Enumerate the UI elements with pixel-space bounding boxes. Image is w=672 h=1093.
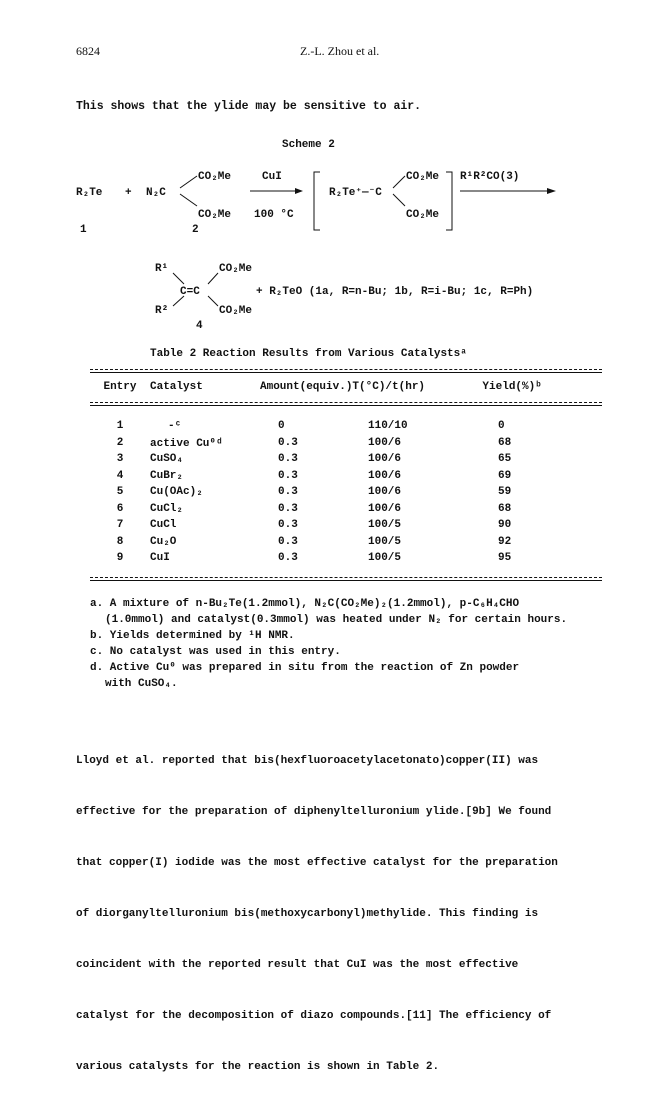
compound-label-2: 2 [192, 224, 199, 236]
conditions-cell: 100/5 [368, 519, 402, 532]
column-header: Amount(equiv.) [260, 381, 353, 394]
yield-cell: 69 [498, 469, 512, 482]
ester-group: CO₂Me [219, 263, 253, 275]
table-header-rule [90, 402, 602, 403]
conditions-cell: 110/10 [368, 420, 408, 433]
catalyst-label: CuI [262, 171, 282, 183]
yield-cell: 0 [498, 420, 505, 433]
column-header: T(°C)/t(hr) [352, 381, 426, 394]
yield-cell: 92 [498, 535, 512, 548]
scheme-title: Scheme 2 [282, 139, 335, 151]
paragraph-line: various catalysts for the reaction is shown in Table 2. [76, 1061, 440, 1073]
entry-cell: 6 [116, 502, 124, 515]
column-header: Entry [103, 381, 137, 394]
conditions-cell: 100/6 [368, 486, 402, 499]
table-row [90, 534, 602, 551]
bond-line [393, 194, 405, 206]
conditions-cell: 100/6 [368, 469, 402, 482]
catalyst-results-table [90, 418, 602, 567]
paragraph-line: Lloyd et al. reported that bis(hexfluoroacetylacetonato)copper(II) was [76, 755, 539, 767]
diazo-n2c: N₂C [146, 187, 166, 199]
entry-cell: 8 [116, 535, 124, 548]
paragraph-line: that copper(I) iodide was the most effective catalyst for the preparation [76, 857, 558, 869]
yield-cell: 68 [498, 502, 512, 515]
catalyst-cell: CuCl [150, 519, 177, 532]
footnote-c: c. No catalyst was used in this entry. [90, 646, 341, 658]
ester-group: CO₂Me [219, 305, 253, 317]
entry-cell: 9 [116, 552, 124, 565]
table-caption: Table 2 Reaction Results from Various Catalystsᵃ [150, 348, 467, 360]
table-bottom-rule [90, 577, 602, 578]
amount-cell: 0.3 [278, 552, 298, 565]
table-bottom-rule [90, 580, 602, 581]
catalyst-cell: active Cu⁰ᵈ [150, 437, 223, 450]
bond-line [208, 273, 218, 284]
carbonyl-reagent: R¹R²CO(3) [460, 171, 520, 183]
yield-cell: 65 [498, 453, 512, 466]
paragraph-line: catalyst for the decomposition of diazo compounds.[11] The efficiency of [76, 1010, 552, 1022]
footnote-d: d. Active Cu⁰ was prepared in situ from the reaction of Zn powder [90, 662, 520, 674]
temperature-label: 100 °C [254, 209, 294, 221]
amount-cell: 0.3 [278, 436, 298, 449]
table-row [90, 468, 602, 485]
table-row [90, 451, 602, 468]
substituent-r2: R² [155, 305, 169, 317]
scheme-2-diagram [0, 150, 672, 340]
bond-line [208, 296, 218, 306]
table-header-rule [90, 405, 602, 406]
entry-cell: 3 [116, 453, 124, 466]
bond-line [173, 273, 184, 284]
yield-cell: 95 [498, 552, 512, 565]
table-header-row [90, 379, 602, 396]
footnote-b: b. Yields determined by ¹H NMR. [90, 630, 295, 642]
alkene-core: C=C [180, 286, 200, 298]
table-row [90, 501, 602, 518]
table-header [90, 379, 602, 396]
amount-cell: 0.3 [278, 519, 298, 532]
ylide-intermediate: R₂Te⁺—⁻C [329, 187, 382, 199]
yield-cell: 68 [498, 436, 512, 449]
catalyst-cell: CuSO₄ [150, 453, 184, 466]
table-row [90, 484, 602, 501]
bond-line [180, 176, 197, 188]
footnote-a-continued: (1.0mmol) and catalyst(0.3mmol) was heated under N₂ for certain hours. [105, 614, 568, 626]
entry-cell: 5 [116, 486, 124, 499]
amount-cell: 0.3 [278, 469, 298, 482]
table-row [90, 435, 602, 452]
ester-group: CO₂Me [406, 209, 440, 221]
yield-cell: 59 [498, 486, 512, 499]
conditions-cell: 100/6 [368, 502, 402, 515]
table-top-rule [90, 369, 602, 370]
running-header-authors: Z.-L. Zhou et al. [300, 44, 380, 58]
catalyst-cell: -ᶜ [168, 420, 182, 433]
plus-sign: + [125, 187, 132, 199]
entry-cell: 1 [116, 420, 124, 433]
conditions-cell: 100/6 [368, 436, 402, 449]
footnote-d-continued: with CuSO₄. [105, 678, 178, 690]
bond-line [180, 194, 197, 206]
amount-cell: 0.3 [278, 502, 298, 515]
catalyst-cell: Cu₂O [150, 535, 177, 548]
column-header: Yield(%)ᵇ [482, 381, 542, 394]
column-header: Catalyst [150, 381, 203, 394]
paragraph-line: of diorganyltelluronium bis(methoxycarbonyl)methylide. This finding is [76, 908, 539, 920]
yield-cell: 90 [498, 519, 512, 532]
paragraph-line: coincident with the reported result that CuI was the most effective [76, 959, 519, 971]
table-row [90, 517, 602, 534]
bracket-right [446, 172, 452, 230]
table-row [90, 418, 602, 435]
paragraph-line: effective for the preparation of diphenyltelluronium ylide.[9b] We found [76, 806, 552, 818]
ester-group: CO₂Me [198, 171, 232, 183]
substituent-r1: R¹ [155, 263, 169, 275]
table-top-rule [90, 372, 602, 373]
amount-cell: 0 [278, 420, 285, 433]
amount-cell: 0.3 [278, 535, 298, 548]
byproduct-telluroxide: + R₂TeO (1a, R=n-Bu; 1b, R=i-Bu; 1c, R=Ph) [256, 286, 534, 298]
entry-cell: 4 [116, 469, 124, 482]
intro-sentence: This shows that the ylide may be sensitive to air. [76, 100, 422, 113]
reagent-r2te: R₂Te [76, 187, 103, 199]
catalyst-cell: CuBr₂ [150, 469, 184, 482]
entry-cell: 7 [116, 519, 124, 532]
ester-group: CO₂Me [198, 209, 232, 221]
amount-cell: 0.3 [278, 453, 298, 466]
catalyst-cell: Cu(OAc)₂ [150, 486, 203, 499]
bracket-left [314, 172, 320, 230]
compound-label-1: 1 [80, 224, 87, 236]
page-number: 6824 [76, 44, 100, 58]
bond-line [393, 176, 405, 188]
ester-group: CO₂Me [406, 171, 440, 183]
amount-cell: 0.3 [278, 486, 298, 499]
body-paragraph [76, 719, 604, 1093]
catalyst-cell: CuCl₂ [150, 502, 184, 515]
arrow-head [295, 188, 303, 194]
footnote-a: a. A mixture of n-Bu₂Te(1.2mmol), N₂C(CO₂Me)₂(1.2mmol), p-C₆H₄CHO [90, 598, 520, 610]
conditions-cell: 100/5 [368, 552, 402, 565]
conditions-cell: 100/6 [368, 453, 402, 466]
table-row [90, 550, 602, 567]
compound-label-4: 4 [196, 320, 203, 332]
conditions-cell: 100/5 [368, 535, 402, 548]
arrow-head [547, 188, 556, 194]
entry-cell: 2 [116, 436, 124, 449]
catalyst-cell: CuI [150, 552, 170, 565]
